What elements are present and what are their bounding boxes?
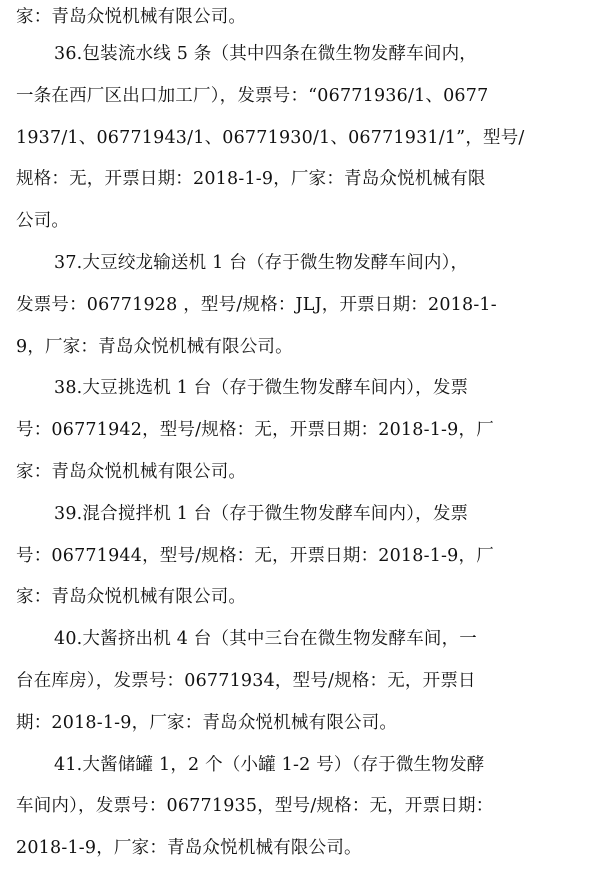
- text-line: 家：青岛众悦机械有限公司。: [16, 7, 247, 27]
- text-line: 车间内），发票号：06771935，型号/规格：无，开票日期：: [16, 796, 494, 817]
- item-38-line: 38.大豆挑选机 1 台（存于微生物发酵车间内），发票: [54, 378, 469, 399]
- text-line: 台在库房），发票号：06771934，型号/规格：无，开票日: [16, 670, 476, 691]
- text-line: 9，厂家：青岛众悦机械有限公司。: [16, 336, 293, 357]
- item-41-line: 41.大酱储罐 1，2 个（小罐 1-2 号）（存于微生物发酵: [54, 754, 485, 775]
- item-39-line: 39.混合搅拌机 1 台（存于微生物发酵车间内），发票: [54, 503, 469, 524]
- text-line: 期：2018-1-9，厂家：青岛众悦机械有限公司。: [16, 712, 398, 733]
- text-line: 1937/1、06771943/1、06771930/1、06771931/1”，型号/: [16, 127, 525, 148]
- item-40-line: 40.大酱挤出机 4 台（其中三台在微生物发酵车间，一: [54, 629, 477, 650]
- text-line: 号：06771942，型号/规格：无，开票日期：2018-1-9，厂: [16, 420, 494, 441]
- item-36-line: 36.包装流水线 5 条（其中四条在微生物发酵车间内，: [54, 44, 477, 64]
- text-line: 发票号：06771928 ，型号/规格：JLJ，开票日期：2018-1-: [16, 294, 497, 315]
- text-line: 号：06771944，型号/规格：无，开票日期：2018-1-9，厂: [16, 545, 494, 566]
- text-line: 2018-1-9，厂家：青岛众悦机械有限公司。: [16, 838, 362, 859]
- text-line: 家：青岛众悦机械有限公司。: [16, 461, 247, 482]
- item-37-line: 37.大豆绞龙输送机 1 台（存于微生物发酵车间内），: [54, 252, 469, 273]
- text-line: 一条在西厂区出口加工厂），发票号：“06771936/1、0677: [16, 85, 489, 106]
- text-line: 公司。: [16, 211, 70, 232]
- text-line: 家：青岛众悦机械有限公司。: [16, 587, 247, 608]
- text-line: 规格：无，开票日期：2018-1-9，厂家：青岛众悦机械有限: [16, 169, 486, 190]
